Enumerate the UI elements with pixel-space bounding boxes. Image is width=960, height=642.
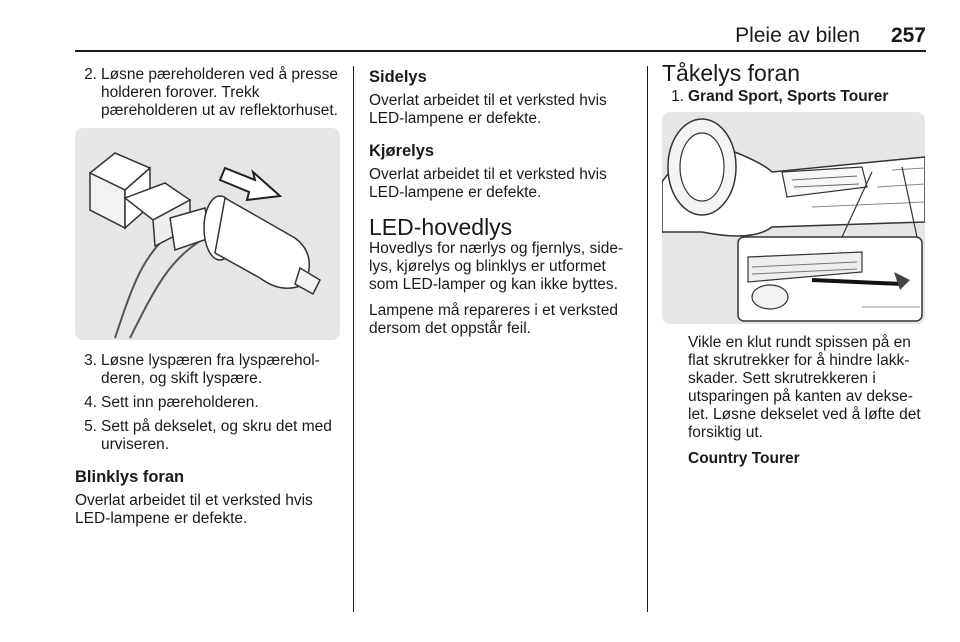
country-tourer-heading: Country Tourer <box>688 450 800 467</box>
kjorelys-heading: Kjørelys <box>369 142 435 160</box>
bulb-illustration <box>75 128 340 340</box>
blinklys-text: Overlat arbeidet til et verksted hvis LED-lampene er defekte. <box>75 492 313 527</box>
step-4 <box>75 394 340 412</box>
step-5 <box>75 418 340 454</box>
page-number: 257 <box>890 24 926 47</box>
step-text: Grand Sport, Sports Tourer <box>688 88 889 105</box>
column-1 <box>75 66 340 536</box>
step-1 <box>662 88 927 106</box>
instruction-block <box>662 334 927 468</box>
blinklys-heading: Blinklys foran <box>75 468 185 486</box>
step-text: Sett inn pæreholderen. <box>101 394 259 411</box>
step-3 <box>75 352 340 388</box>
step-text: Løsne lyspæren fra lyspæreholderen, og skift lyspære. <box>101 352 320 387</box>
sidelys-text: Overlat arbeidet til et verksted hvis LED-lampene er defekte. <box>369 92 607 127</box>
step-text: Sett på dekselet, og skru det med urviseren. <box>101 418 332 453</box>
step-2 <box>75 66 340 120</box>
step-number: 4. <box>84 394 97 411</box>
step-text: Løsne pæreholderen ved å presse holderen forover. Trekk pæreholderen ut av reflektorhuset. <box>101 66 338 119</box>
header-rule <box>75 50 926 52</box>
header-title: Pleie av bilen <box>735 24 860 47</box>
led-heading: LED-hovedlys <box>369 214 513 240</box>
column-3 <box>662 60 927 476</box>
column-2 <box>369 66 634 346</box>
column-divider-2 <box>647 66 648 612</box>
kjorelys-text: Overlat arbeidet til et verksted hvis LED-lampene er defekte. <box>369 166 607 201</box>
bulb-holder-figure <box>75 128 340 340</box>
fog-light-illustration <box>662 112 925 324</box>
takelys-heading: Tåkelys foran <box>662 60 801 86</box>
step-number: 3. <box>84 352 97 369</box>
fog-light-figure <box>662 112 925 324</box>
step-number: 5. <box>84 418 97 435</box>
led-text: Hovedlys for nærlys og fjernlys, sidelys, kjørelys og blinklys er utformet som LED-lamper og kan ikke byttes. <box>369 240 624 293</box>
step-number: 1. <box>671 88 684 105</box>
sidelys-heading: Sidelys <box>369 68 427 86</box>
led-text-2: Lampene må repareres i et verksted dersom det oppstår feil. <box>369 302 618 337</box>
column-divider-1 <box>353 66 354 612</box>
instruction-text: Vikle en klut rundt spissen på en flat skrutrekker for å hindre lakkskader. Sett skrutrekkeren i utsparingen på kanten av dekselet. Løsne dekselet ved å løfte det forsiktig ut. <box>688 334 921 441</box>
step-number: 2. <box>84 66 97 83</box>
